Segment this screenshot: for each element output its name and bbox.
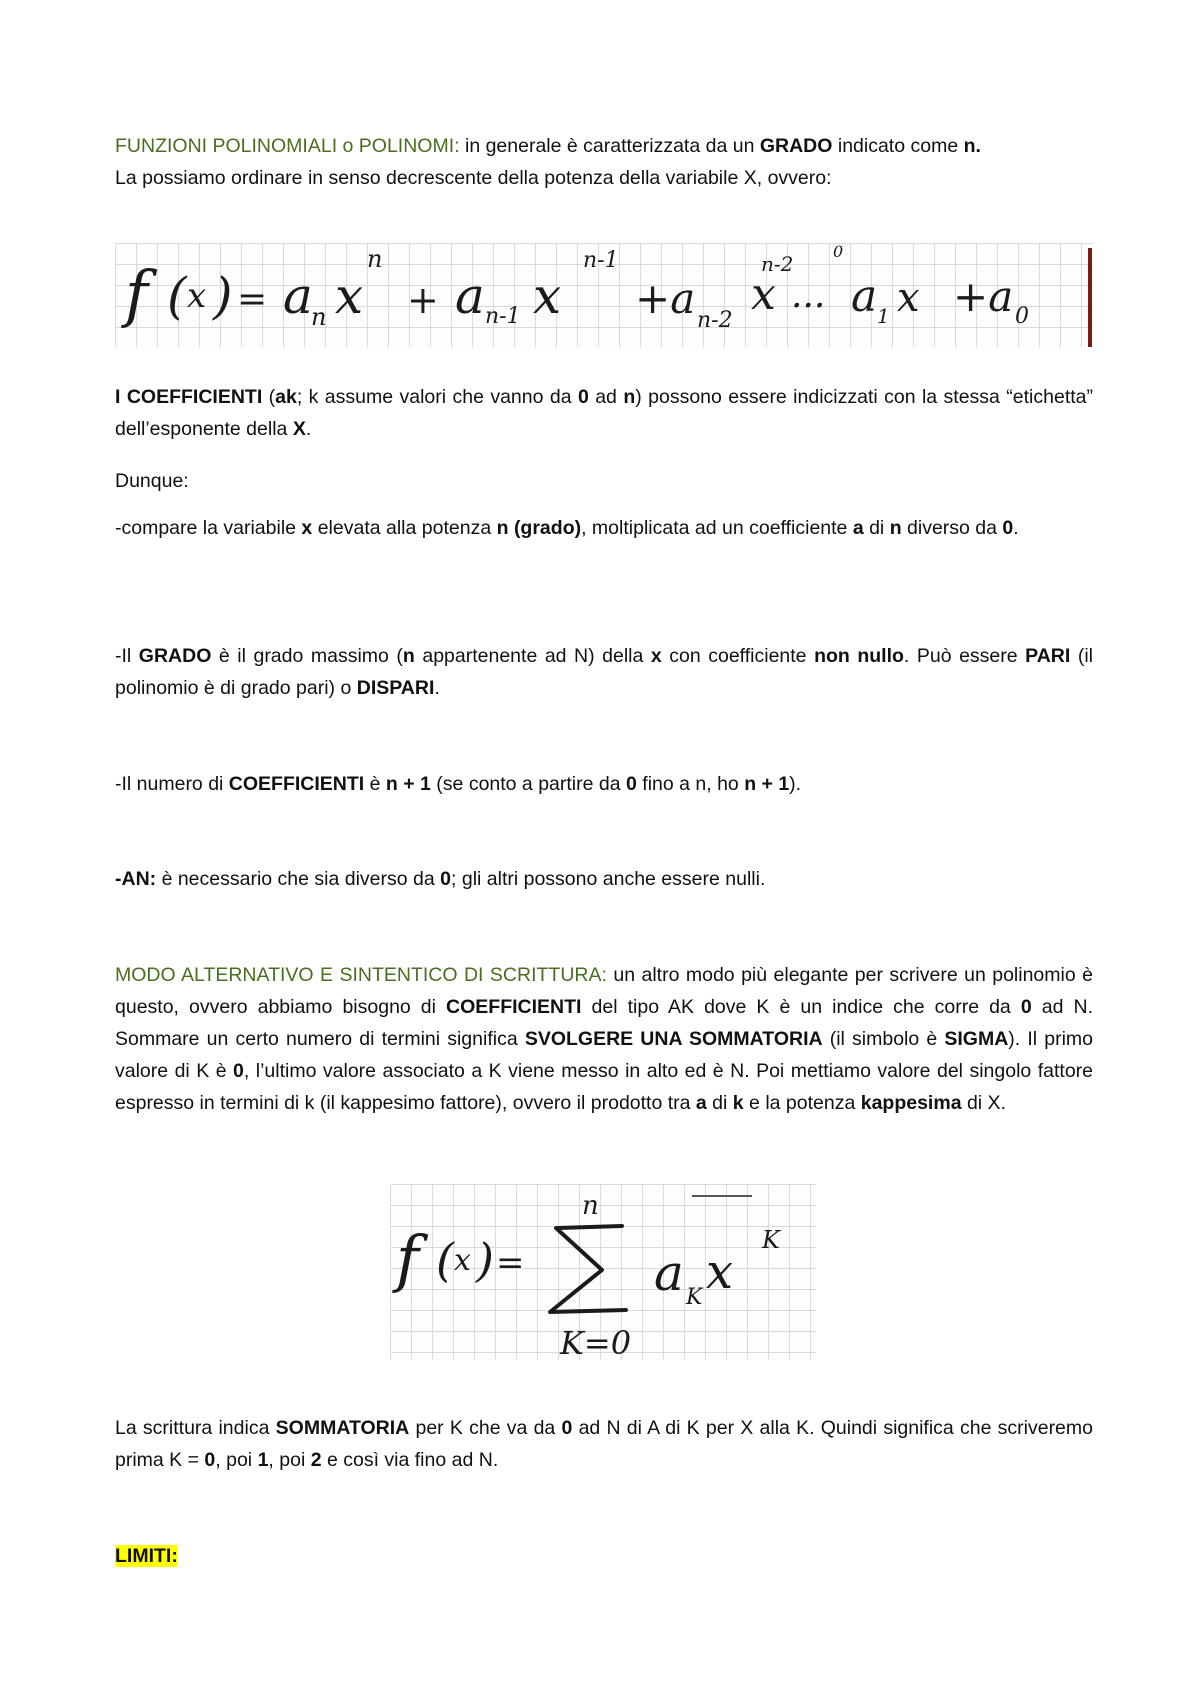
bold-text: PARI [1025,645,1071,667]
coeff-subscript-1: 1 [877,304,890,328]
bold-text: COEFFICIENTI [228,773,365,795]
formula-equals: = [237,279,268,320]
coeff-subscript-n-1: n-1 [485,304,521,329]
formula-rparen: ) [213,267,233,325]
formula-f: f [125,257,148,330]
bold-text: kappesima [860,1092,962,1114]
text: appartenente ad N) della [414,645,651,667]
text: di X. [961,1092,1006,1114]
formula-x: x [187,276,207,316]
formula-equals: = [496,1243,525,1283]
limiti-heading: LIMITI: [115,1545,178,1567]
text: elevata alla potenza [312,517,497,539]
sum-lower-limit: K=0 [560,1324,632,1360]
bold-text: SOMMATORIA [275,1417,410,1439]
text: è necessario che sia diverso da [156,868,441,890]
text: è il grado massimo ( [211,645,403,667]
bold-text: n + 1 [744,773,790,795]
bold-text: 0 [440,868,452,890]
modo-alternativo-paragraph [115,959,1093,1119]
exponent-n-1: n-1 [583,248,619,273]
bold-text: n + 1 [385,773,431,795]
bold-text: 2 [310,1449,322,1471]
bold-text: GRADO [759,135,833,157]
sigma-symbol [550,1226,626,1312]
bold-text: X [292,418,306,440]
text: ad N di A di K per X alla K. Quindi significa che scriveremo prima K = [115,1417,1093,1471]
dunque-paragraph [115,465,1093,497]
plus-sign: + [407,278,439,322]
bold-text: n [402,645,415,667]
exponent-n: n [367,245,383,273]
text: con coefficiente [661,645,815,667]
exponent-n-2: n-2 [761,252,794,276]
text: ; k assume valori che vanno da [296,386,578,408]
bold-text: SIGMA [944,1028,1009,1050]
section-heading: FUNZIONI POLINOMIALI o POLINOMI: [115,135,460,157]
point-variable-paragraph [115,512,1093,544]
bold-text: 0 [204,1449,216,1471]
section-heading: MODO ALTERNATIVO E SINTENTICO DI SCRITTURA: [115,964,607,986]
formula-x: x [454,1243,471,1278]
exponent-0: 0 [833,243,844,261]
text: -compare la variabile [115,517,302,539]
bold-text: GRADO [138,645,212,667]
bold-text: n [496,517,509,539]
coeff-a-k: a [654,1244,684,1302]
bold-text: I COEFFICIENTI [115,386,263,408]
bold-text: 1 [257,1449,269,1471]
bold-text: x [301,517,313,539]
formula-rparen: ) [476,1233,494,1287]
text: ). [789,773,802,795]
text: e la potenza [743,1092,861,1114]
point-coefficienti-paragraph [115,768,1093,800]
text: Dunque: [115,470,189,492]
text: , moltiplicata ad un coefficiente [581,517,853,539]
formula-lparen: ( [167,267,187,325]
variable-x: x [335,267,364,325]
bold-text: ak [275,386,297,408]
summation-formula-image [390,1184,816,1360]
bold-text: 0 [233,1060,244,1082]
text: ad N. Sommare un certo numero di termini significa [115,996,1093,1050]
polynomial-formula-svg [115,243,1093,347]
coeff-subscript-n-2: n-2 [697,308,733,333]
text: . [305,418,312,440]
bold-text: a [852,517,864,539]
coeff-a-1: a [851,271,878,322]
text: ). Il primo valore di K è [115,1028,1093,1082]
coeff-a-n-1: a [455,267,485,325]
text: . [1013,517,1019,539]
exponent-k: K [762,1226,780,1254]
bold-text: 0 [1002,517,1014,539]
coefficients-paragraph [115,381,1093,445]
polynomial-formula-image [115,243,1093,347]
coeff-subscript-n: n [311,303,327,331]
text: indicato come [832,135,964,157]
text: , poi [215,1449,258,1471]
bold-text: -AN: [115,868,157,890]
coeff-subscript-k: K [686,1285,703,1310]
text: -Il numero di [115,773,229,795]
formula-f: f [396,1222,419,1295]
bold-text: SVOLGERE UNA SOMMATORIA [524,1028,823,1050]
bold-text: 0 [561,1417,573,1439]
text: ad [588,386,624,408]
text: ; gli altri possono anche essere nulli. [451,868,766,890]
text: La possiamo ordinare in senso decrescente della potenza della variabile X, ovvero: [115,167,832,189]
text: , l’ultimo valore associato a K viene messo in alto ed è N. Poi mettiamo valore del singolo fattore espresso in termini di k (il kappesimo fattore), ovvero il prodotto tra [115,1060,1094,1114]
point-grado-paragraph [115,640,1093,704]
bold-text: k [732,1092,744,1114]
variable-x: x [897,275,920,321]
point-an-paragraph [115,863,1093,895]
text: . [434,677,440,699]
text: per K che va da [409,1417,562,1439]
text: un altro modo più elegante per scrivere un polinomio è questo, ovvero abbiamo bisogno di [115,964,1093,1018]
bold-text: 0 [1020,996,1032,1018]
bold-text: COEFFICIENTI [446,996,582,1018]
limiti-heading-paragraph [115,1540,1093,1572]
bold-text: DISPARI [356,677,435,699]
variable-x: x [533,267,562,325]
bold-text: a [695,1092,707,1114]
text: di [863,517,890,539]
text: (il simbolo è [822,1028,945,1050]
plus-a-n-2: +a [635,274,696,323]
bold-text: n [889,517,902,539]
intro-paragraph [115,130,1093,194]
ellipsis: ... [791,275,826,316]
text: diverso da [901,517,1003,539]
summation-formula-svg [390,1184,816,1360]
text: . Può essere [903,645,1026,667]
text: ) possono essere indicizzati con la stessa “etichetta” dell’esponente della [115,386,1093,440]
text: in generale è caratterizzata da un [459,135,760,157]
variable-x: x [706,1244,734,1300]
text: e così via fino ad N. [321,1449,499,1471]
bold-text: (grado) [513,517,582,539]
bold-text: 0 [577,386,589,408]
scrittura-paragraph [115,1412,1093,1476]
coeff-subscript-0: 0 [1015,304,1029,329]
text: del tipo AK dove K è un indice che corre da [581,996,1021,1018]
text: ( [262,386,276,408]
bold-text: non nullo [814,645,904,667]
text: fino a n, ho [636,773,745,795]
sum-upper-limit: n [582,1191,599,1221]
plus-a-0: +a [953,272,1014,321]
text: La scrittura indica [115,1417,276,1439]
text: è [364,773,386,795]
variable-x: x [751,269,776,320]
text: di [706,1092,733,1114]
bold-text: x [650,645,662,667]
formula-lparen: ( [436,1233,454,1287]
text: (il polinomio è di grado pari) o [115,645,1093,699]
bold-text: 0 [626,773,637,795]
text: -Il [115,645,139,667]
bold-text: n [623,386,636,408]
text: (se conto a partire da [430,773,626,795]
text: , poi [268,1449,311,1471]
coeff-a-n: a [283,267,313,325]
bold-text: n. [963,135,981,157]
